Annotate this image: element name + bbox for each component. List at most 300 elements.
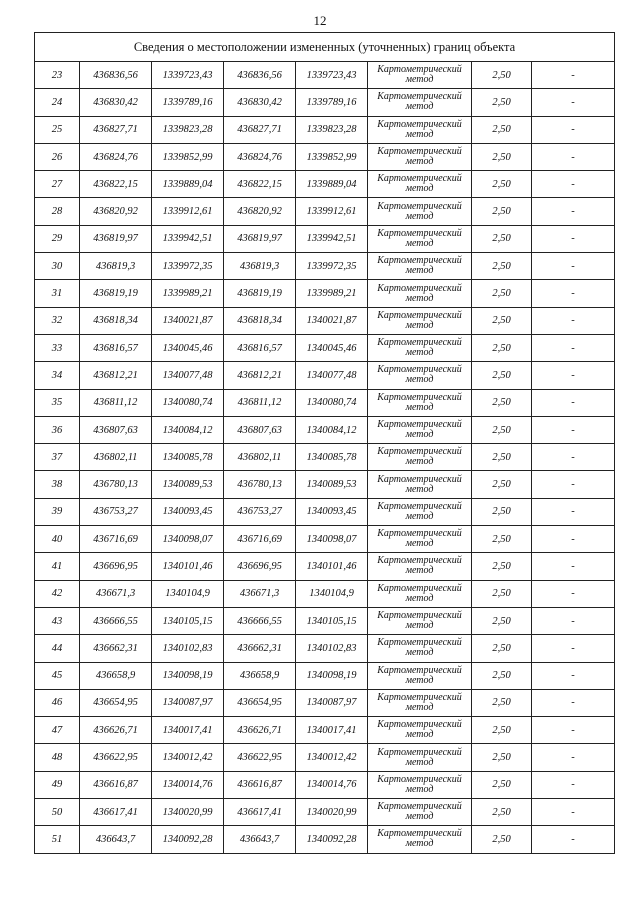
y-coordinate-old: 1340089,53 <box>152 471 224 498</box>
method-cell <box>368 717 472 744</box>
method-cell <box>368 362 472 389</box>
table-row <box>35 389 615 416</box>
description-dash: - <box>532 526 615 553</box>
x-coordinate-new: 436820,92 <box>224 198 296 225</box>
method-line-2: метод <box>405 783 434 795</box>
x-coordinate-new: 436716,69 <box>224 526 296 553</box>
precision-value: 2,50 <box>472 253 532 280</box>
x-coordinate-new: 436811,12 <box>224 389 296 416</box>
y-coordinate-new: 1339942,51 <box>296 225 368 252</box>
y-coordinate-new: 1340104,9 <box>296 580 368 607</box>
point-number: 30 <box>35 253 80 280</box>
description-dash: - <box>532 171 615 198</box>
method-cell <box>368 89 472 116</box>
precision-value: 2,50 <box>472 116 532 143</box>
y-coordinate-old: 1340045,46 <box>152 334 224 361</box>
table-row <box>35 89 615 116</box>
y-coordinate-old: 1339942,51 <box>152 225 224 252</box>
table-title-row <box>35 33 615 62</box>
y-coordinate-new: 1340017,41 <box>296 717 368 744</box>
method-line-1: Картометрический <box>377 773 462 785</box>
x-coordinate-new: 436816,57 <box>224 334 296 361</box>
y-coordinate-old: 1340102,83 <box>152 635 224 662</box>
precision-value: 2,50 <box>472 307 532 334</box>
method-line-2: метод <box>405 811 434 823</box>
y-coordinate-old: 1339723,43 <box>152 62 224 89</box>
y-coordinate-new: 1340089,53 <box>296 471 368 498</box>
x-coordinate-old: 436658,9 <box>80 662 152 689</box>
method-line-2: метод <box>405 374 434 386</box>
precision-value: 2,50 <box>472 416 532 443</box>
point-number: 50 <box>35 799 80 826</box>
y-coordinate-old: 1340012,42 <box>152 744 224 771</box>
description-dash: - <box>532 280 615 307</box>
method-line-1: Картометрический <box>377 91 462 103</box>
precision-value: 2,50 <box>472 171 532 198</box>
description-dash: - <box>532 799 615 826</box>
y-coordinate-old: 1339912,61 <box>152 198 224 225</box>
method-line-1: Картометрический <box>377 282 462 294</box>
description-dash: - <box>532 826 615 853</box>
method-line-2: метод <box>405 183 434 195</box>
method-line-2: метод <box>405 565 434 577</box>
table-row <box>35 580 615 607</box>
coordinates-table <box>34 32 615 854</box>
table-row <box>35 553 615 580</box>
method-line-1: Картометрический <box>377 200 462 212</box>
x-coordinate-old: 436819,19 <box>80 280 152 307</box>
method-line-2: метод <box>405 729 434 741</box>
point-number: 28 <box>35 198 80 225</box>
x-coordinate-new: 436819,3 <box>224 253 296 280</box>
x-coordinate-old: 436780,13 <box>80 471 152 498</box>
method-cell <box>368 826 472 853</box>
description-dash: - <box>532 253 615 280</box>
x-coordinate-old: 436716,69 <box>80 526 152 553</box>
point-number: 32 <box>35 307 80 334</box>
point-number: 27 <box>35 171 80 198</box>
method-cell <box>368 607 472 634</box>
table-title: Сведения о местоположении измененных (уточненных) границ объекта <box>35 33 615 62</box>
point-number: 45 <box>35 662 80 689</box>
method-line-1: Картометрический <box>377 719 462 731</box>
x-coordinate-old: 436662,31 <box>80 635 152 662</box>
x-coordinate-new: 436780,13 <box>224 471 296 498</box>
y-coordinate-old: 1340093,45 <box>152 498 224 525</box>
method-cell <box>368 389 472 416</box>
method-line-1: Картометрический <box>377 664 462 676</box>
y-coordinate-new: 1340093,45 <box>296 498 368 525</box>
precision-value: 2,50 <box>472 689 532 716</box>
method-line-2: метод <box>405 510 434 522</box>
method-line-1: Картометрический <box>377 118 462 130</box>
x-coordinate-old: 436819,97 <box>80 225 152 252</box>
precision-value: 2,50 <box>472 89 532 116</box>
x-coordinate-old: 436820,92 <box>80 198 152 225</box>
description-dash: - <box>532 662 615 689</box>
x-coordinate-new: 436812,21 <box>224 362 296 389</box>
description-dash: - <box>532 744 615 771</box>
method-cell <box>368 225 472 252</box>
y-coordinate-old: 1340084,12 <box>152 416 224 443</box>
x-coordinate-new: 436753,27 <box>224 498 296 525</box>
x-coordinate-old: 436819,3 <box>80 253 152 280</box>
method-cell <box>368 744 472 771</box>
point-number: 49 <box>35 771 80 798</box>
y-coordinate-new: 1339972,35 <box>296 253 368 280</box>
x-coordinate-old: 436812,21 <box>80 362 152 389</box>
point-number: 40 <box>35 526 80 553</box>
method-line-2: метод <box>405 620 434 632</box>
y-coordinate-new: 1339912,61 <box>296 198 368 225</box>
x-coordinate-old: 436807,63 <box>80 416 152 443</box>
x-coordinate-new: 436819,97 <box>224 225 296 252</box>
method-line-2: метод <box>405 347 434 359</box>
x-coordinate-old: 436802,11 <box>80 444 152 471</box>
point-number: 36 <box>35 416 80 443</box>
x-coordinate-old: 436666,55 <box>80 607 152 634</box>
table-row <box>35 826 615 853</box>
method-cell <box>368 253 472 280</box>
table-row <box>35 689 615 716</box>
y-coordinate-new: 1340101,46 <box>296 553 368 580</box>
x-coordinate-old: 436622,95 <box>80 744 152 771</box>
precision-value: 2,50 <box>472 553 532 580</box>
y-coordinate-old: 1340092,28 <box>152 826 224 853</box>
method-cell <box>368 280 472 307</box>
method-cell <box>368 416 472 443</box>
x-coordinate-old: 436818,34 <box>80 307 152 334</box>
method-line-1: Картометрический <box>377 828 462 840</box>
point-number: 39 <box>35 498 80 525</box>
point-number: 42 <box>35 580 80 607</box>
method-line-1: Картометрический <box>377 227 462 239</box>
precision-value: 2,50 <box>472 198 532 225</box>
method-line-1: Картометрический <box>377 801 462 813</box>
method-line-1: Картометрический <box>377 255 462 267</box>
precision-value: 2,50 <box>472 799 532 826</box>
description-dash: - <box>532 198 615 225</box>
description-dash: - <box>532 498 615 525</box>
method-line-2: метод <box>405 756 434 768</box>
y-coordinate-new: 1340087,97 <box>296 689 368 716</box>
x-coordinate-new: 436696,95 <box>224 553 296 580</box>
y-coordinate-old: 1340020,99 <box>152 799 224 826</box>
method-line-1: Картометрический <box>377 582 462 594</box>
x-coordinate-new: 436819,19 <box>224 280 296 307</box>
description-dash: - <box>532 89 615 116</box>
x-coordinate-new: 436626,71 <box>224 717 296 744</box>
method-line-2: метод <box>405 101 434 113</box>
y-coordinate-new: 1340077,48 <box>296 362 368 389</box>
x-coordinate-old: 436827,71 <box>80 116 152 143</box>
x-coordinate-new: 436824,76 <box>224 143 296 170</box>
description-dash: - <box>532 444 615 471</box>
description-dash: - <box>532 689 615 716</box>
description-dash: - <box>532 471 615 498</box>
point-number: 25 <box>35 116 80 143</box>
x-coordinate-new: 436654,95 <box>224 689 296 716</box>
method-cell <box>368 62 472 89</box>
method-line-2: метод <box>405 592 434 604</box>
method-cell <box>368 771 472 798</box>
precision-value: 2,50 <box>472 389 532 416</box>
x-coordinate-new: 436666,55 <box>224 607 296 634</box>
method-cell <box>368 689 472 716</box>
point-number: 41 <box>35 553 80 580</box>
x-coordinate-new: 436818,34 <box>224 307 296 334</box>
y-coordinate-old: 1339989,21 <box>152 280 224 307</box>
point-number: 44 <box>35 635 80 662</box>
y-coordinate-old: 1339789,16 <box>152 89 224 116</box>
method-line-1: Картометрический <box>377 419 462 430</box>
x-coordinate-new: 436616,87 <box>224 771 296 798</box>
table-row <box>35 662 615 689</box>
method-cell <box>368 498 472 525</box>
method-line-2: метод <box>405 319 434 331</box>
y-coordinate-old: 1340014,76 <box>152 771 224 798</box>
x-coordinate-old: 436654,95 <box>80 689 152 716</box>
method-line-1: Картометрический <box>377 473 462 485</box>
point-number: 29 <box>35 225 80 252</box>
description-dash: - <box>532 225 615 252</box>
y-coordinate-new: 1339852,99 <box>296 143 368 170</box>
x-coordinate-new: 436662,31 <box>224 635 296 662</box>
precision-value: 2,50 <box>472 280 532 307</box>
y-coordinate-old: 1339852,99 <box>152 143 224 170</box>
point-number: 35 <box>35 389 80 416</box>
y-coordinate-new: 1340098,07 <box>296 526 368 553</box>
precision-value: 2,50 <box>472 334 532 361</box>
method-cell <box>368 334 472 361</box>
description-dash: - <box>532 307 615 334</box>
x-coordinate-old: 436617,41 <box>80 799 152 826</box>
y-coordinate-new: 1340084,12 <box>296 416 368 443</box>
table-row <box>35 799 615 826</box>
y-coordinate-old: 1339889,04 <box>152 171 224 198</box>
y-coordinate-old: 1340087,97 <box>152 689 224 716</box>
y-coordinate-old: 1340080,74 <box>152 389 224 416</box>
y-coordinate-new: 1339723,43 <box>296 62 368 89</box>
point-number: 24 <box>35 89 80 116</box>
y-coordinate-old: 1340085,78 <box>152 444 224 471</box>
method-line-1: Картометрический <box>377 309 462 321</box>
point-number: 47 <box>35 717 80 744</box>
y-coordinate-new: 1340012,42 <box>296 744 368 771</box>
table-row <box>35 498 615 525</box>
description-dash: - <box>532 62 615 89</box>
method-cell <box>368 553 472 580</box>
method-line-2: метод <box>405 838 434 850</box>
x-coordinate-new: 436622,95 <box>224 744 296 771</box>
method-line-2: метод <box>405 401 434 413</box>
precision-value: 2,50 <box>472 498 532 525</box>
table-row <box>35 171 615 198</box>
point-number: 34 <box>35 362 80 389</box>
point-number: 48 <box>35 744 80 771</box>
table-row <box>35 198 615 225</box>
x-coordinate-old: 436822,15 <box>80 171 152 198</box>
description-dash: - <box>532 717 615 744</box>
y-coordinate-new: 1339889,04 <box>296 171 368 198</box>
precision-value: 2,50 <box>472 744 532 771</box>
method-line-2: метод <box>405 128 434 140</box>
method-cell <box>368 116 472 143</box>
table-row <box>35 526 615 553</box>
method-line-1: Картометрический <box>377 500 462 512</box>
y-coordinate-old: 1340017,41 <box>152 717 224 744</box>
method-line-1: Картометрический <box>377 146 462 158</box>
table-row <box>35 771 615 798</box>
y-coordinate-new: 1340080,74 <box>296 389 368 416</box>
precision-value: 2,50 <box>472 362 532 389</box>
description-dash: - <box>532 116 615 143</box>
precision-value: 2,50 <box>472 225 532 252</box>
method-line-2: метод <box>405 210 434 222</box>
precision-value: 2,50 <box>472 62 532 89</box>
y-coordinate-new: 1340092,28 <box>296 826 368 853</box>
y-coordinate-old: 1340098,07 <box>152 526 224 553</box>
method-line-1: Картометрический <box>377 555 462 567</box>
description-dash: - <box>532 416 615 443</box>
point-number: 38 <box>35 471 80 498</box>
precision-value: 2,50 <box>472 607 532 634</box>
y-coordinate-new: 1339823,28 <box>296 116 368 143</box>
method-line-1: Картометрический <box>377 637 462 649</box>
description-dash: - <box>532 771 615 798</box>
method-line-2: метод <box>405 674 434 686</box>
y-coordinate-old: 1340021,87 <box>152 307 224 334</box>
method-line-2: метод <box>405 483 434 495</box>
x-coordinate-new: 436802,11 <box>224 444 296 471</box>
x-coordinate-old: 436753,27 <box>80 498 152 525</box>
x-coordinate-new: 436827,71 <box>224 116 296 143</box>
description-dash: - <box>532 362 615 389</box>
x-coordinate-new: 436617,41 <box>224 799 296 826</box>
point-number: 23 <box>35 62 80 89</box>
y-coordinate-new: 1340105,15 <box>296 607 368 634</box>
table-row <box>35 362 615 389</box>
description-dash: - <box>532 334 615 361</box>
table-row <box>35 416 615 443</box>
x-coordinate-old: 436824,76 <box>80 143 152 170</box>
method-line-1: Картометрический <box>377 446 462 458</box>
y-coordinate-old: 1340104,9 <box>152 580 224 607</box>
y-coordinate-new: 1340020,99 <box>296 799 368 826</box>
precision-value: 2,50 <box>472 717 532 744</box>
method-line-1: Картометрический <box>377 528 462 540</box>
x-coordinate-new: 436822,15 <box>224 171 296 198</box>
table-row <box>35 471 615 498</box>
description-dash: - <box>532 389 615 416</box>
description-dash: - <box>532 607 615 634</box>
table-row <box>35 635 615 662</box>
method-cell <box>368 662 472 689</box>
method-line-2: метод <box>405 265 434 277</box>
point-number: 33 <box>35 334 80 361</box>
method-line-2: метод <box>405 292 434 304</box>
y-coordinate-new: 1339789,16 <box>296 89 368 116</box>
point-number: 37 <box>35 444 80 471</box>
x-coordinate-old: 436616,87 <box>80 771 152 798</box>
method-line-1: Картометрический <box>377 173 462 185</box>
method-line-1: Картометрический <box>377 391 462 403</box>
method-line-1: Картометрический <box>377 64 462 76</box>
y-coordinate-new: 1340045,46 <box>296 334 368 361</box>
precision-value: 2,50 <box>472 771 532 798</box>
method-cell <box>368 635 472 662</box>
table-row <box>35 116 615 143</box>
x-coordinate-new: 436807,63 <box>224 416 296 443</box>
table-row <box>35 334 615 361</box>
y-coordinate-old: 1340105,15 <box>152 607 224 634</box>
method-cell <box>368 799 472 826</box>
y-coordinate-new: 1340102,83 <box>296 635 368 662</box>
y-coordinate-new: 1340021,87 <box>296 307 368 334</box>
method-line-2: метод <box>405 237 434 249</box>
method-line-2: метод <box>405 429 434 440</box>
y-coordinate-old: 1339972,35 <box>152 253 224 280</box>
point-number: 26 <box>35 143 80 170</box>
method-line-2: метод <box>405 74 434 86</box>
x-coordinate-old: 436830,42 <box>80 89 152 116</box>
description-dash: - <box>532 143 615 170</box>
table-row <box>35 607 615 634</box>
point-number: 46 <box>35 689 80 716</box>
x-coordinate-old: 436816,57 <box>80 334 152 361</box>
precision-value: 2,50 <box>472 143 532 170</box>
x-coordinate-old: 436836,56 <box>80 62 152 89</box>
precision-value: 2,50 <box>472 662 532 689</box>
description-dash: - <box>532 580 615 607</box>
description-dash: - <box>532 553 615 580</box>
method-line-2: метод <box>405 647 434 659</box>
table-row <box>35 280 615 307</box>
table-row <box>35 62 615 89</box>
y-coordinate-old: 1340098,19 <box>152 662 224 689</box>
precision-value: 2,50 <box>472 635 532 662</box>
method-line-2: метод <box>405 456 434 468</box>
method-line-2: метод <box>405 701 434 713</box>
method-line-1: Картометрический <box>377 746 462 758</box>
x-coordinate-new: 436836,56 <box>224 62 296 89</box>
x-coordinate-old: 436811,12 <box>80 389 152 416</box>
method-line-2: метод <box>405 538 434 550</box>
y-coordinate-new: 1340014,76 <box>296 771 368 798</box>
method-cell <box>368 198 472 225</box>
x-coordinate-old: 436696,95 <box>80 553 152 580</box>
page-number: 12 <box>313 13 327 28</box>
x-coordinate-new: 436658,9 <box>224 662 296 689</box>
y-coordinate-old: 1339823,28 <box>152 116 224 143</box>
method-cell <box>368 580 472 607</box>
y-coordinate-new: 1340085,78 <box>296 444 368 471</box>
method-cell <box>368 143 472 170</box>
y-coordinate-old: 1340101,46 <box>152 553 224 580</box>
method-cell <box>368 171 472 198</box>
method-line-1: Картометрический <box>377 364 462 376</box>
description-dash: - <box>532 635 615 662</box>
point-number: 43 <box>35 607 80 634</box>
method-cell <box>368 444 472 471</box>
x-coordinate-old: 436671,3 <box>80 580 152 607</box>
table-row <box>35 717 615 744</box>
y-coordinate-new: 1339989,21 <box>296 280 368 307</box>
x-coordinate-old: 436643,7 <box>80 826 152 853</box>
precision-value: 2,50 <box>472 471 532 498</box>
method-cell <box>368 307 472 334</box>
method-line-1: Картометрический <box>377 691 462 703</box>
